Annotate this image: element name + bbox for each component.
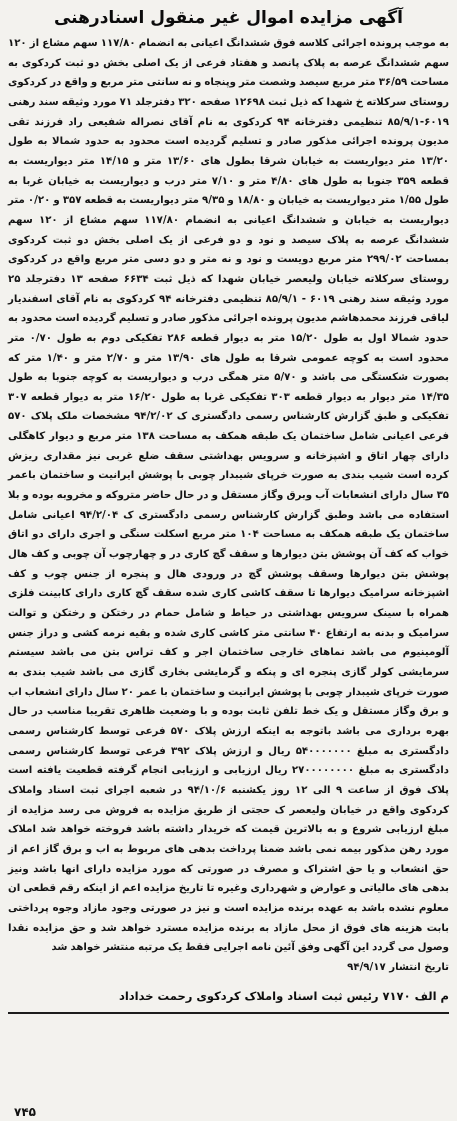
notice-title: آگهی مزایده اموال غیر منقول اسنادرهنی	[53, 8, 404, 28]
bottom-divider	[8, 1012, 449, 1014]
notice-body: به موجب پرونده اجرائی کلاسه فوق ششدانگ اعیانی به انضمام ۱۱۷/۸۰ سهم مشاع از ۱۲۰ سهم ششدانگ عرصه به پلاک پانصد و هفتاد فرعی از یک اصلی بخش دو ثبت کردکوی به مساحت ۳۶/۵۹ متر مربع سیصد وشصت متر وپنجاه و نه سانتی متر مربع و واقع در کردکوی روستای سرکلاته خ شهدا که ذیل ثبت ۱۲۶۹۸ صفحه ۳۲۰ دفترجلد ۷۱ مورد وثیقه سند رهنی ۶۰۱۹-۸۵/۹/۱ تنظیمی دفترخانه ۹۴ کردکوی به نام آقای نصراله شفیعی راد فرزند تقی مدیون پرونده اجرائی مذکور صادر و تسلیم گردیده است محدود به حدود شمالا به طول ۱۳/۲۰ متر دیواریست به خیابان شرقا بطول های ۱۳/۶۰ متر و ۱۴/۱۵ متر دیواریست به قطعه ۳۵۹ جنوبا به طول های ۴/۸۰ متر و ۷/۱۰ متر درب و دیواریست به خیابان غربا به طول ۱/۵۵ متر دیواریست به خیابان و ۱۸/۸۰ و ۹/۳۵ متر دیواریست به قطعه ۳۵۷ و ۰/۲۰ متر دیواریست به خیابان و ششدانگ اعیانی به انضمام ۱۱۷/۸۰ سهم مشاع از ۱۲۰ سهم ششدانگ عرصه به پلاک سیصد و نود و دو فرعی از یک اصلی بخش دو ثبت کردکوی بمساحت ۲۹۹/۰۲ متر مربع دویست و نود و نه متر و دو دسی متر مربع واقع در کردکوی روستای سرکلاته خیابان ولیعصر خیابان شهدا که ذیل ثبت ۶۶۳۴ صفحه ۱۳ دفترجلد ۲۵ مورد وثیقه سند رهنی ۶۰۱۹ - ۸۵/۹/۱ تنظیمی دفترخانه ۹۴ کردکوی به نام آقای اسفندیار لیاقی فرزند محمدهاشم مدیون پرونده اجرائی مذکور صادر و تسلیم گردیده است محدود به حدود شمالا اول به طول ۱۵/۲۰ متر به دیوار قطعه ۲۸۶ تفکیکی دوم به طول ۰/۷۰ متر محدود است به کوچه عمومی شرقا به طول های ۱۳/۹۰ متر و ۲/۷۰ متر و ۱/۴۰ متر که بصورت شکستگی می باشد و ۵/۷۰ متر همگی درب و دیواریست به کوچه جنوبا به طول ۱۴/۳۵ متر دیوار به دیوار قطعه ۳۰۳ تفکیکی غربا به طول ۱۶/۲۰ متر به دیوار قطعه ۳۰۷ تفکیکی و طبق گزارش کارشناس رسمی دادگستری ک ۹۴/۲/۰۲ مشخصات ملک پلاک ۵۷۰ فرعی اعیانی شامل ساختمان یک طبقه همکف به مساحت ۱۳۸ متر مربع و دیوار کاهگلی دارای چهار اتاق و اشپزخانه و سرویس بهداشتی سقف ضلع غربی نیز مقداری ریزش کرده است شیب بندی به صورت خرپای شیبدار چوبی با پوشش ایرانیت و ساختمان باعمر ۳۵ سال دارای انشعابات آب وبرق وگاز مستقل و در حال حاضر متروکه و مخروبه بوده و بلا استفاده می باشد وطبق گزارش کارشناس رسمی دادگستری ک ۹۴/۲/۰۴ اعیانی شامل ساختمان یک طبقه همکف به مساحت ۱۰۴ متر مربع اسکلت سنگی و اجری دارای دو اتاق خواب که کف آن پوشش بتن دیوارها و سقف گچ کاری در و چهارچوب آن چوبی و کف هال پوشش بتن دیوارها وسقف پوشش گچ در ورودی هال و پنجره از جنس چوب و کف اشپزخانه سرامیک دیوارها تا سقف کاشی کاری شده سقف گچ کاری دارای کابینت فلزی همراه با سینک سرویس بهداشتی در حیاط و شامل حمام در رختکن و رختکن و توالت سرامیک و بدنه به ارتفاع ۴۰ سانتی متر کاشی کاری شده و بقیه نرمه کشی و دراز جنس آلومینیوم می باشد نماهای خارجی ساختمان اجر و کف تراس بتن می باشد سیستم سرمایشی کولر گازی پنجره ای و پنکه و گرمایشی بخاری گازی می باشد شیب بندی به صورت خرپای شیبدار چوبی با پوشش ایرانیت و ساختمان با عمر ۲۰ سال دارای انشعاب اب و برق وگاز مستقل و یک خط تلفن ثابت بوده و با وضعیت ظاهری تقریبا مناسب در حال بهره برداری می باشد باتوجه به اینکه ارزش پلاک ۵۷۰ فرعی توسط کارشناس رسمی دادگستری به مبلغ ۵۴۰۰۰۰۰۰۰ ریال و ارزش پلاک ۳۹۲ فرعی توسط کارشناس رسمی دادگستری به مبلغ ۲۷۰۰۰۰۰۰۰۰ ریال ارزیابی و ارزیابی انجام گرفته قطعیت یافته است پلاک فوق از ساعت ۹ الی ۱۲ روز یکشنبه ۹۴/۱۰/۶ در شعبه اجرای ثبت اسناد واملاک کردکوی واقع در خیابان ولیعصر ک حجتی از طریق مزایده به فروش می رسد مزایده از مبلغ ارزیابی شروع و به بالاترین قیمت که خریدار داشته باشد فروخته خواهد شد املاک مورد رهن مذکور بیمه نمی باشد ضمنا پرداخت بدهی های مربوط به اب و برق گاز اعم از حق انشعاب و یا حق اشتراک و مصرف در صورتی که مورد مزایده دارای انها باشد ونیز بدهی های مالیاتی و عوارض و شهرداری وغیره تا تاریخ مزایده اعم از اینکه رقم قطعی ان معلوم نشده باشد به عهده برنده مزایده است و نیز در صورتی وجود مازاد وجوه پرداختی بابت هزینه های فوق از محل مازاد به برنده مزایده مسترد خواهد شد و حق مزایده نقدا وصول می گردد این آگهی وفق آئین نامه اجرایی فقط یک مرتبه منتشر خواهد شد	[8, 38, 450, 954]
footer-number: ۷۴۵	[14, 1105, 36, 1119]
publish-date: تاریخ انتشار ۹۴/۹/۱۷	[347, 961, 449, 973]
signature-line: م الف ۷۱۷۰ رئیس ثبت اسناد واملاک کردکوی رحمت خداداد	[118, 988, 449, 1003]
